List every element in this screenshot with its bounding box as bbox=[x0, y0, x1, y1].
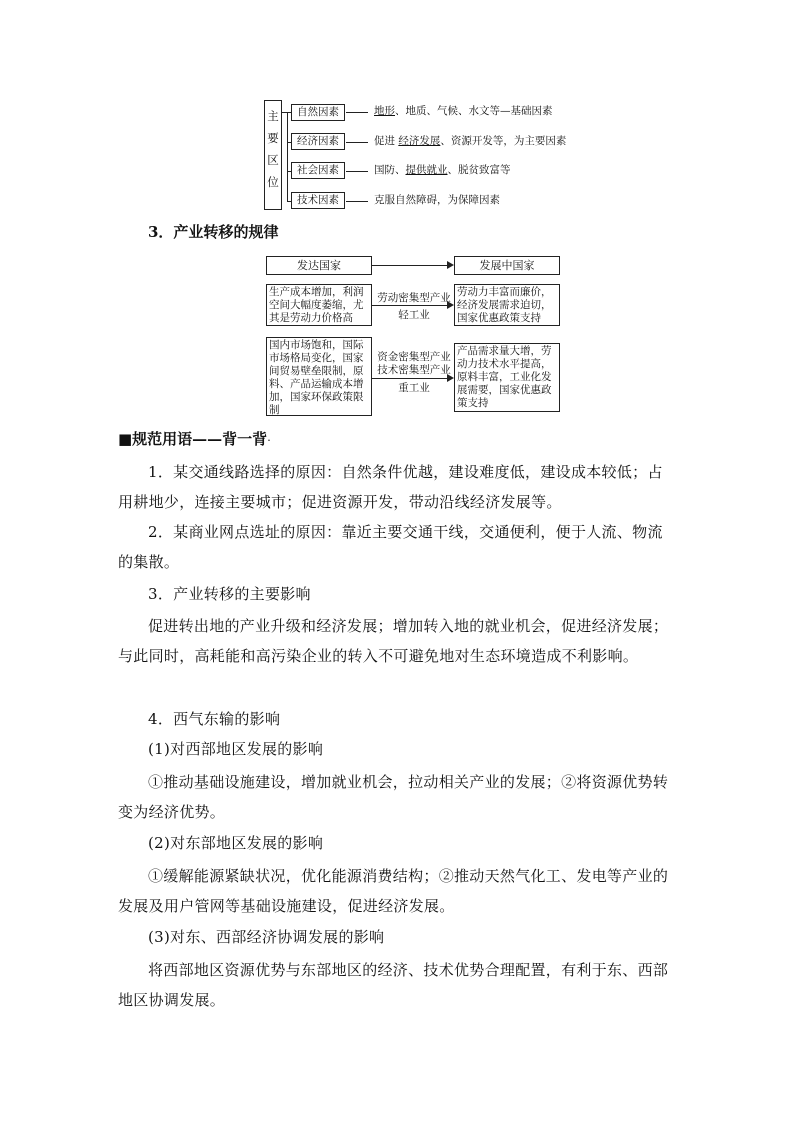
subheading-west-impact: (1)对西部地区发展的影响 bbox=[148, 740, 324, 758]
developed-country-box: 发达国家 bbox=[266, 256, 372, 275]
subheading-west-east-gas: 4．西气东输的影响 bbox=[148, 710, 281, 728]
factor-economic bbox=[291, 133, 345, 150]
technology-intensive-label: 技术密集型产业 bbox=[377, 364, 451, 376]
arrow-right-icon bbox=[447, 261, 454, 269]
push-factor-cost-box: 生产成本增加，利润空间大幅度萎缩，尤其是劳动力价格高 bbox=[266, 284, 372, 326]
label-char: 主 bbox=[267, 109, 279, 123]
paragraph-transport-route: 1．某交通线路选择的原因：自然条件优越，建设难度低，建设成本较低；占用耕地少，连接主要城市；促进资源开发，带动沿线经济发展等。 bbox=[118, 463, 663, 511]
norm-heading: ■规范用语——背一背· bbox=[118, 430, 271, 448]
factor-natural-desc: 地形、地质、气候、水文等—基础因素 bbox=[374, 105, 553, 117]
label-char: 要 bbox=[267, 131, 279, 145]
factor-name: 技术因素 bbox=[297, 194, 339, 206]
arrow-line bbox=[372, 265, 447, 266]
factor-social bbox=[291, 162, 345, 179]
arrow-right-icon bbox=[447, 374, 454, 382]
bracket-line bbox=[287, 112, 288, 201]
label-char: 位 bbox=[267, 175, 279, 189]
label-char: 区 bbox=[267, 153, 279, 167]
arrow-right-icon bbox=[447, 301, 454, 309]
factor-technical-desc: 克服自然障碍，为保障因素 bbox=[374, 194, 500, 206]
capital-intensive-label: 资金密集型产业 bbox=[377, 351, 451, 363]
paragraph-east-impact: ①缓解能源紧缺状况，优化能源消费结构；②推动天然气化工、发电等产业的发展及用户管网等基础设施建设，促进经济发展。 bbox=[118, 867, 669, 915]
subheading-coordination-impact: (3)对东、西部经济协调发展的影响 bbox=[148, 928, 385, 946]
connector bbox=[346, 112, 368, 113]
connector bbox=[346, 142, 368, 143]
connector bbox=[346, 171, 368, 172]
factor-name: 自然因素 bbox=[297, 106, 339, 118]
factor-name: 经济因素 bbox=[297, 135, 339, 147]
subheading-industry-transfer-impact: 3．产业转移的主要影响 bbox=[148, 585, 311, 603]
factor-technical bbox=[291, 192, 345, 209]
main-location-label bbox=[264, 100, 282, 210]
pull-factor-demand-box: 产品需求量大增，劳动力技术水平提高，原料丰富，工业化发展需要，国家优惠政策支持 bbox=[454, 343, 560, 412]
factor-natural bbox=[291, 104, 345, 121]
subheading-east-impact: (2)对东部地区发展的影响 bbox=[148, 834, 324, 852]
arrow-line bbox=[372, 378, 447, 379]
arrow-line bbox=[372, 305, 447, 306]
heavy-industry-label: 重工业 bbox=[398, 382, 430, 394]
push-factor-market-box: 国内市场饱和，国际市场格局变化，国家间贸易壁垒限制，原料、产品运输成本增加，国家环保政策限制 bbox=[266, 337, 372, 416]
connector bbox=[282, 112, 291, 113]
developing-country-box: 发展中国家 bbox=[454, 256, 560, 275]
light-industry-label: 轻工业 bbox=[398, 309, 430, 321]
section-heading: 3．产业转移的规律 bbox=[148, 223, 279, 241]
paragraph-coordination-impact: 将西部地区资源优势与东部地区的经济、技术优势合理配置，有利于东、西部地区协调发展。 bbox=[118, 961, 669, 1009]
paragraph-industry-transfer-impact: 促进转出地的产业升级和经济发展；增加转入地的就业机会，促进经济发展；与此同时，高耗能和高污染企业的转入不可避免地对生态环境造成不利影响。 bbox=[118, 617, 669, 665]
factor-name: 社会因素 bbox=[297, 164, 339, 176]
pull-factor-labor-box: 劳动力丰富而廉价，经济发展需求迫切，国家优惠政策支持 bbox=[454, 284, 560, 326]
factor-social-desc: 国防、提供就业、脱贫致富等 bbox=[374, 164, 511, 176]
paragraph-commercial-site: 2．某商业网点选址的原因：靠近主要交通干线，交通便利，便于人流、物流的集散。 bbox=[118, 523, 663, 571]
factor-economic-desc: 促进 经济发展、资源开发等，为主要因素 bbox=[374, 135, 567, 147]
labor-intensive-label: 劳动密集型产业 bbox=[377, 292, 451, 304]
paragraph-west-impact: ①推动基础设施建设，增加就业机会，拉动相关产业的发展；②将资源优势转变为经济优势。 bbox=[118, 773, 669, 821]
connector bbox=[346, 201, 368, 202]
